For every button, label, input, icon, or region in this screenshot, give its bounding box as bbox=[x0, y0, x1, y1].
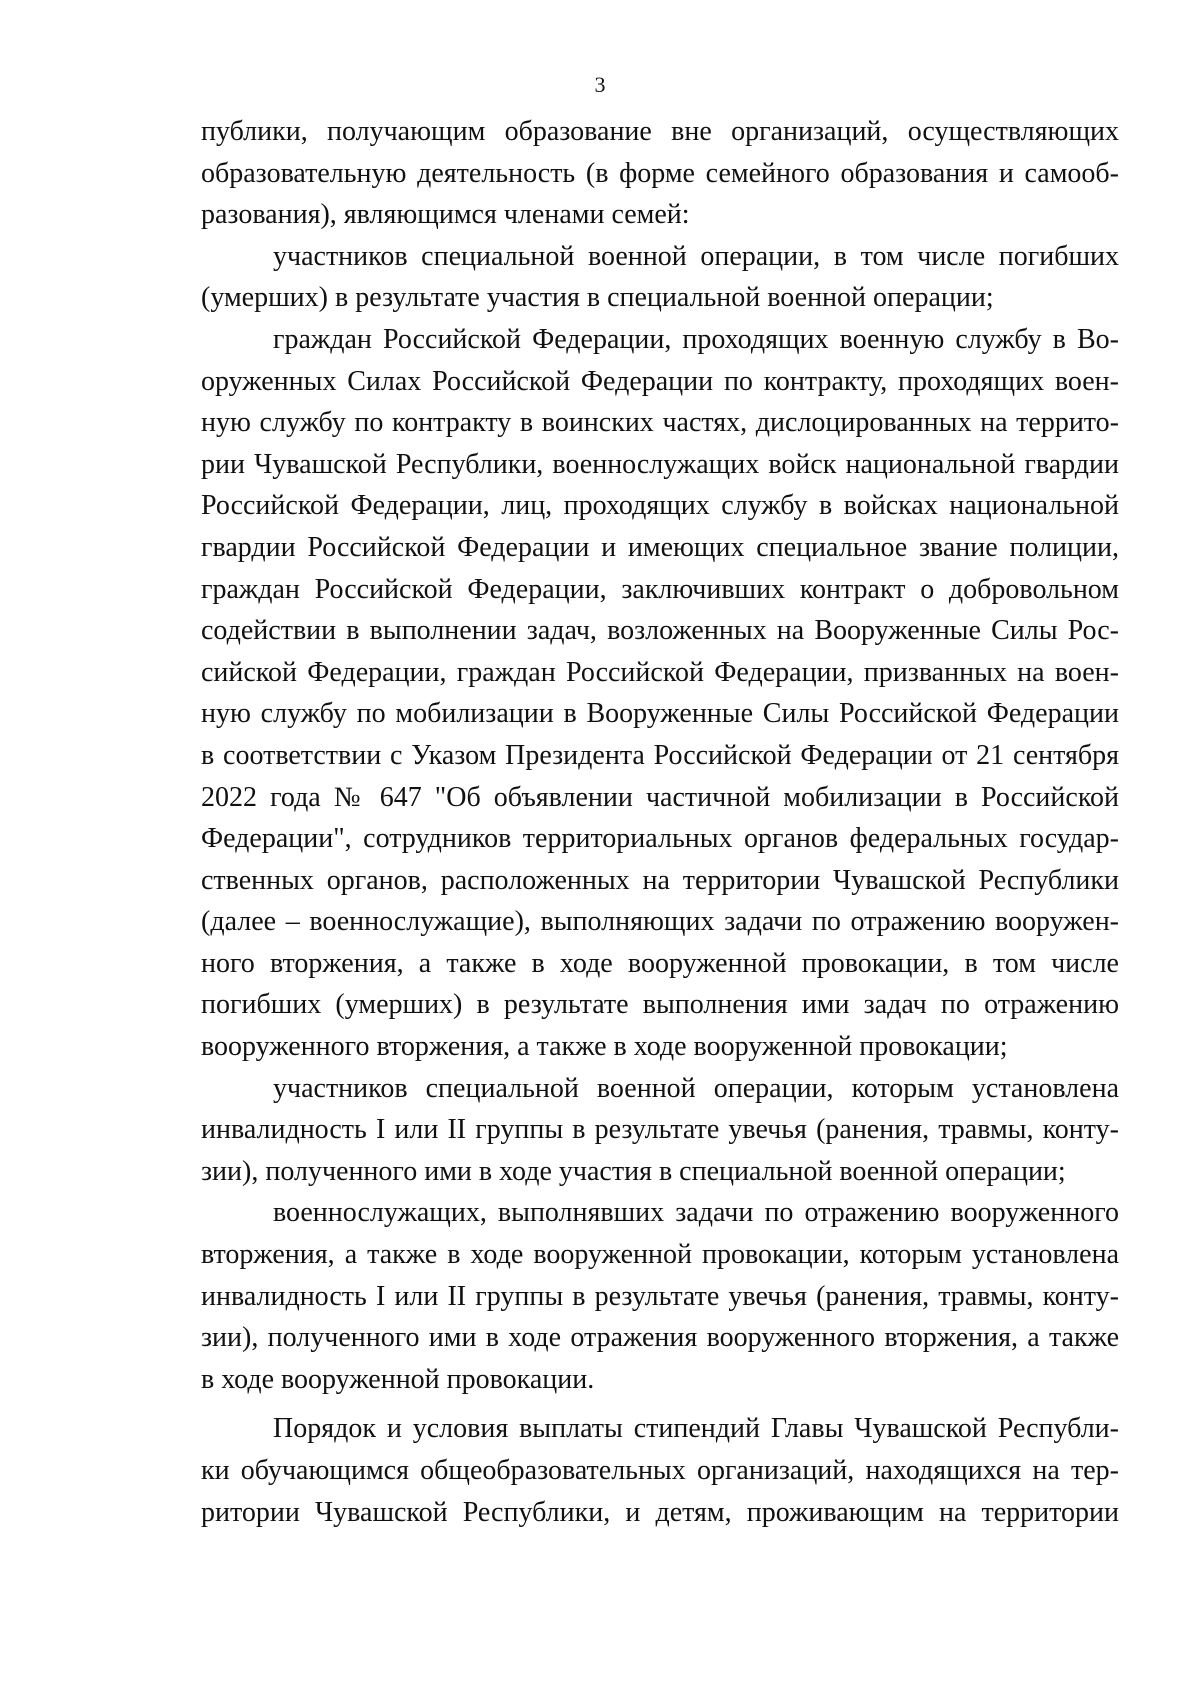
text-line: (далее – военнослужащие), выполняющих задачи по отражению вооружен- bbox=[201, 906, 1119, 938]
text-line: в ходе вооруженной провокации. bbox=[201, 1363, 595, 1395]
text-line: участников специальной военной операции, которым установлена bbox=[273, 1072, 1119, 1104]
text-line: зии), полученного ими в ходе отражения вооруженного вторжения, а также bbox=[201, 1322, 1119, 1354]
document-body bbox=[201, 111, 1119, 1533]
paragraph bbox=[201, 1068, 1119, 1193]
text-line: вооруженного вторжения, а также в ходе вооруженной провокации; bbox=[201, 1031, 1008, 1063]
text-line: участников специальной военной операции, в том числе погибших bbox=[273, 240, 1119, 272]
text-line: ную службу по контракту в воинских частях, дислоцированных на террито- bbox=[201, 407, 1119, 439]
text-line: инвалидность I или II группы в результате увечья (ранения, травмы, конту- bbox=[201, 1114, 1119, 1146]
text-line: публики, получающим образование вне организаций, осуществляющих bbox=[201, 116, 1119, 147]
text-line: сийской Федерации, граждан Российской Федерации, призванных на воен- bbox=[201, 656, 1119, 688]
text-line: ки обучающимся общеобразовательных организаций, находящихся на тер- bbox=[201, 1455, 1119, 1486]
text-line: ного вторжения, а также в ходе вооруженной провокации, в том числе bbox=[201, 947, 1119, 979]
text-line: инвалидность I или II группы в результате увечья (ранения, травмы, конту- bbox=[201, 1280, 1119, 1312]
text-line: 2022 года № 647 "Об объявлении частичной мобилизации в Российской bbox=[201, 781, 1119, 813]
text-line: образовательную деятельность (в форме семейного образования и самооб- bbox=[201, 157, 1119, 189]
text-line: содействии в выполнении задач, возложенных на Вооруженные Силы Рос- bbox=[201, 615, 1119, 647]
paragraph bbox=[201, 1192, 1119, 1400]
text-line: военнослужащих, выполнявших задачи по отражению вооруженного bbox=[273, 1197, 1119, 1229]
paragraph-gap bbox=[201, 1400, 1119, 1408]
text-line: (умерших) в результате участия в специальной военной операции; bbox=[201, 282, 994, 314]
page-number: 3 bbox=[594, 72, 606, 97]
paragraph bbox=[201, 319, 1119, 1068]
text-line: ритории Чувашской Республики, и детям, проживающим на территории bbox=[201, 1496, 1119, 1528]
text-line: разования), являющимся членами семей: bbox=[201, 199, 690, 231]
text-line: граждан Российской Федерации, проходящих военную службу в Во- bbox=[273, 323, 1119, 355]
text-line: оруженных Силах Российской Федерации по контракту, проходящих воен- bbox=[201, 365, 1119, 397]
text-line: Порядок и условия выплаты стипендий Главы Чувашской Республи- bbox=[273, 1413, 1119, 1445]
text-line: в соответствии с Указом Президента Российской Федерации от 21 сентября bbox=[201, 739, 1119, 771]
text-line: граждан Российской Федерации, заключивших контракт о добровольном bbox=[201, 573, 1119, 605]
text-line: гвардии Российской Федерации и имеющих специальное звание полиции, bbox=[201, 531, 1119, 563]
text-line: Федерации", сотрудников территориальных органов федеральных государ- bbox=[201, 823, 1119, 855]
text-line: ственных органов, расположенных на территории Чувашской Республики bbox=[201, 864, 1119, 896]
text-line: рии Чувашской Республики, военнослужащих войск национальной гвардии bbox=[201, 448, 1119, 480]
text-line: ную службу по мобилизации в Вооруженные Силы Российской Федерации bbox=[201, 698, 1119, 730]
paragraph bbox=[201, 236, 1119, 319]
paragraph bbox=[201, 1408, 1119, 1533]
text-line: Российской Федерации, лиц, проходящих службу в войсках национальной bbox=[201, 490, 1119, 522]
paragraph bbox=[201, 111, 1119, 236]
text-line: зии), полученного ими в ходе участия в специальной военной операции; bbox=[201, 1155, 1066, 1187]
text-line: вторжения, а также в ходе вооруженной провокации, которым установлена bbox=[201, 1239, 1119, 1271]
text-line: погибших (умерших) в результате выполнения ими задач по отражению bbox=[201, 989, 1119, 1021]
